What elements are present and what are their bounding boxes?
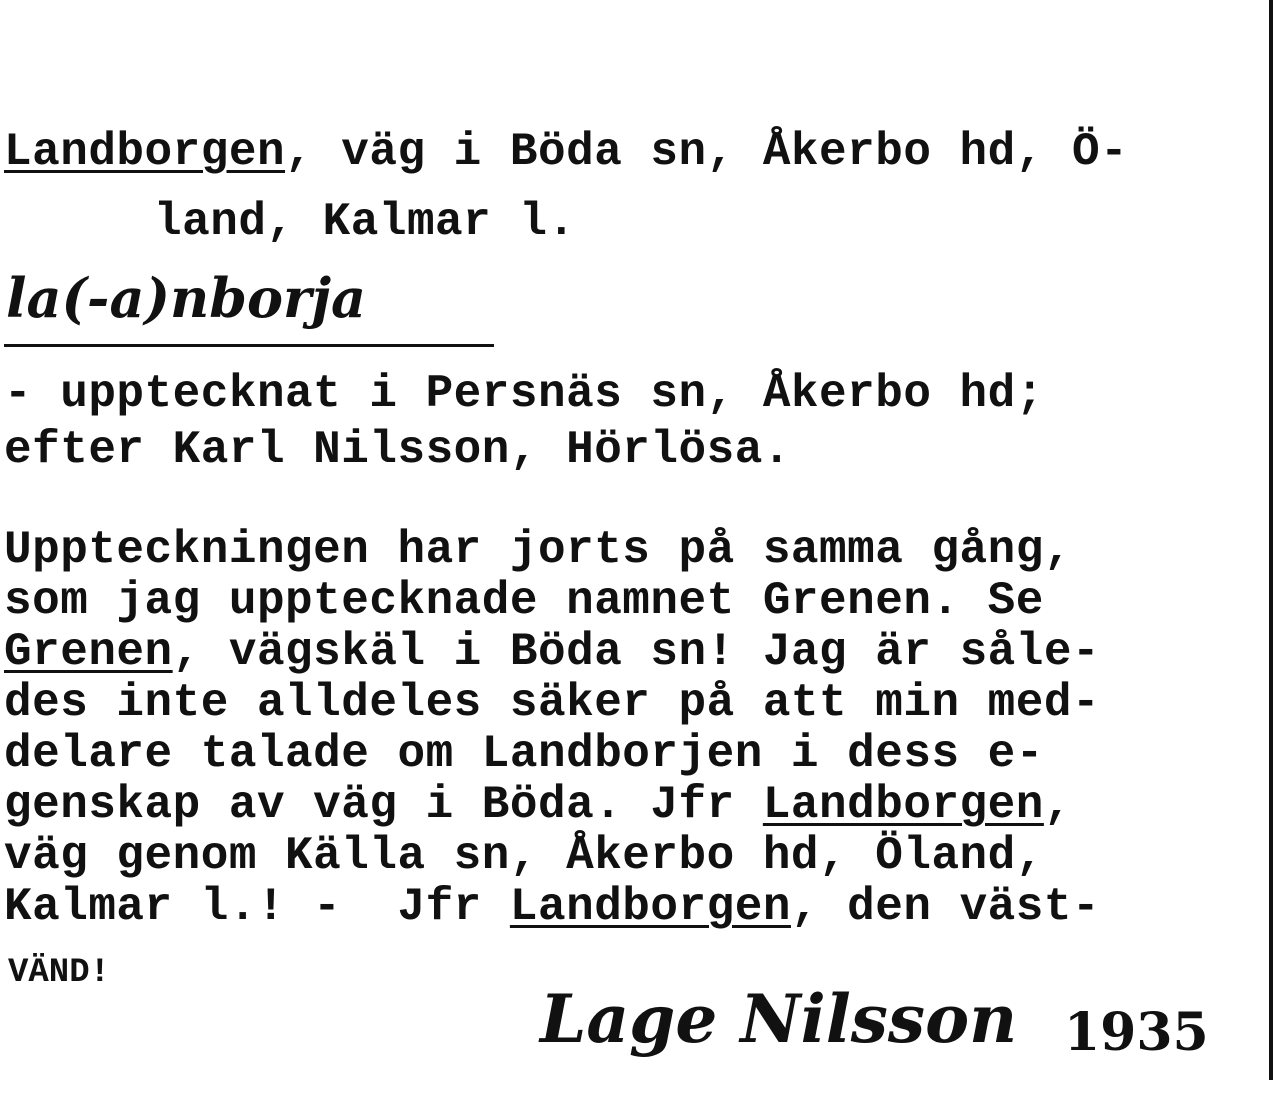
signature: Lage Nilsson xyxy=(540,980,1018,1058)
cross-reference: Landborgen xyxy=(762,779,1044,831)
turn-over-note: VÄND! xyxy=(8,954,111,992)
heading-line-2: land, Kalmar l. xyxy=(154,196,576,248)
heading-rest: , väg i Böda sn, Åkerbo hd, Ö- xyxy=(285,126,1129,178)
body-line: delare talade om Landborjen i dess e- xyxy=(4,728,1044,780)
body-line: Uppteckningen har jorts på samma gång, xyxy=(4,524,1072,576)
headword: Landborgen xyxy=(4,126,286,178)
card-edge-line xyxy=(1269,0,1273,1080)
body-line: des inte alldeles säker på att min med- xyxy=(4,677,1101,729)
body-line: som jag upptecknade namnet Grenen. Se xyxy=(4,575,1044,627)
signature-year: 1935 xyxy=(1064,1002,1209,1063)
body-line: genskap av väg i Böda. Jfr Landborgen, xyxy=(4,779,1072,831)
body-line: Grenen, vägskäl i Böda sn! Jag är såle- xyxy=(4,626,1101,678)
handwritten-form: la(-a)nborja xyxy=(6,266,367,330)
heading-line-1 xyxy=(4,126,1128,178)
body-line: väg genom Källa sn, Åkerbo hd, Öland, xyxy=(4,830,1044,882)
handwritten-underline xyxy=(4,344,494,347)
cross-reference: Landborgen xyxy=(509,881,791,933)
body-line: Kalmar l.! - Jfr Landborgen, den väst- xyxy=(4,881,1101,933)
record-line-1: - upptecknat i Persnäs sn, Åkerbo hd; xyxy=(4,368,1044,420)
cross-reference: Grenen xyxy=(4,626,173,678)
record-line-2: efter Karl Nilsson, Hörlösa. xyxy=(4,424,791,476)
